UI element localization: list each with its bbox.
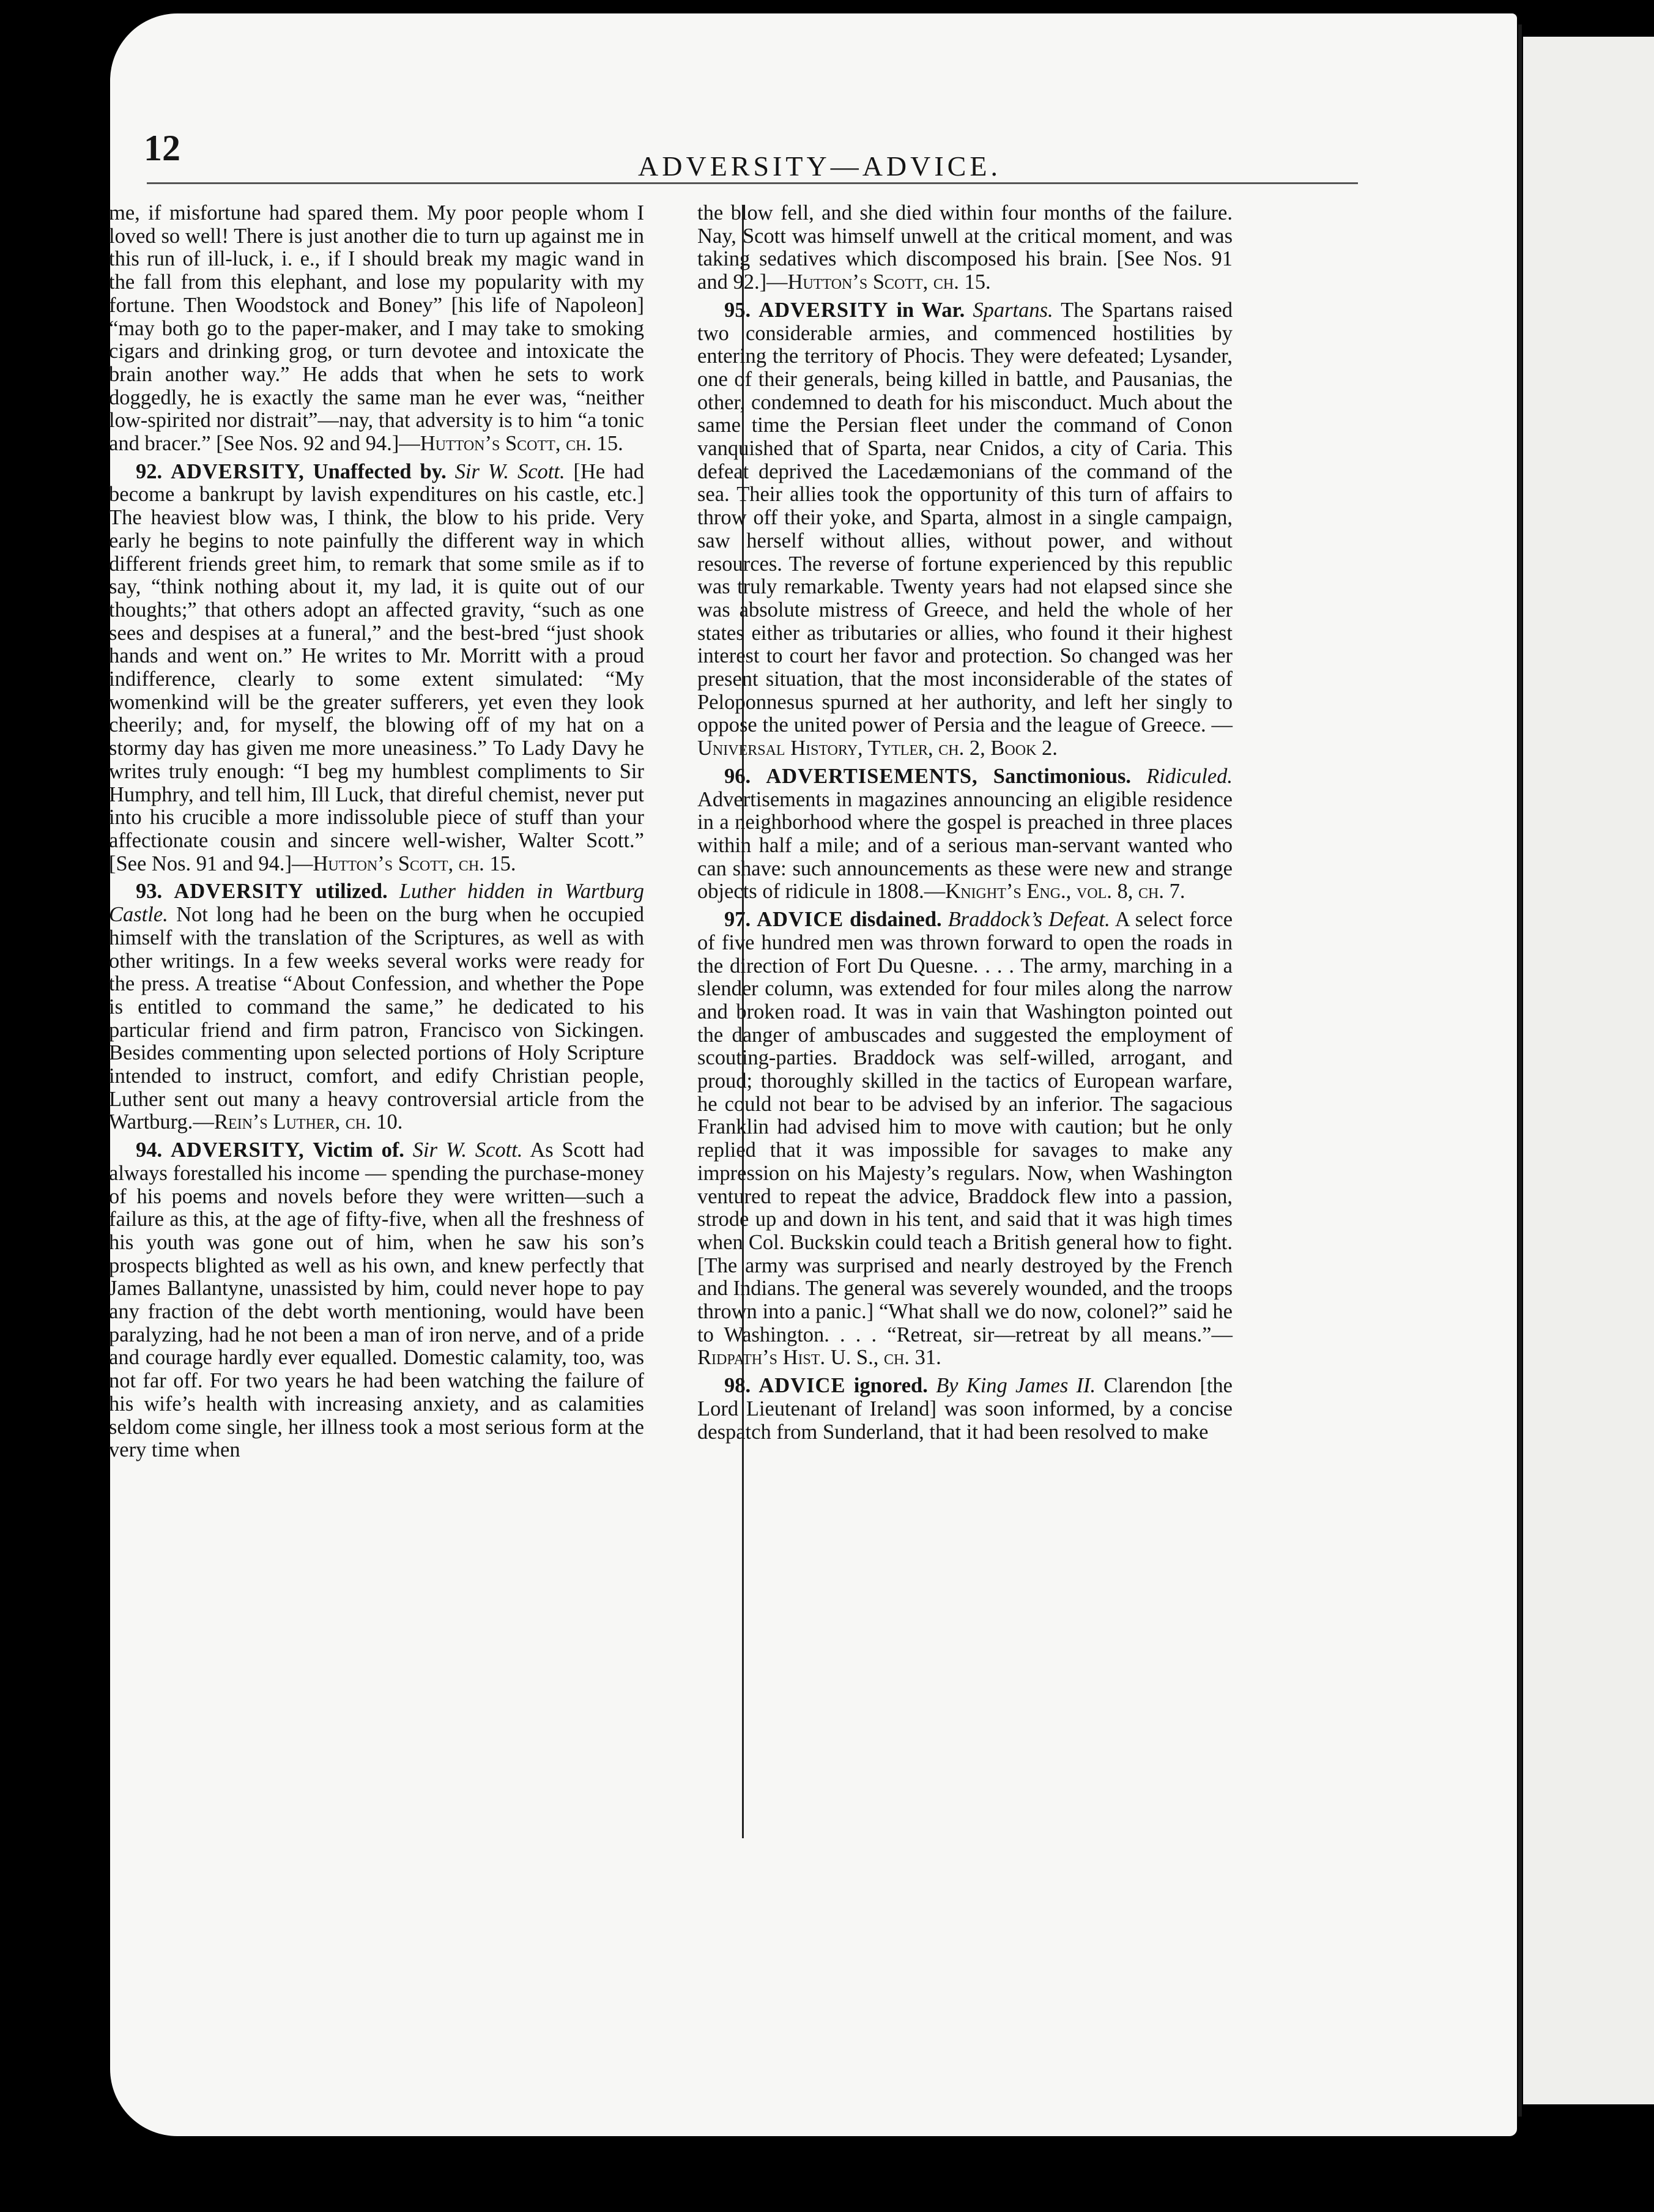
- entry-source: Rein’s Luther, ch. 10.: [213, 1110, 403, 1134]
- continuation-paragraph: [109, 202, 644, 456]
- entry-subject: Sir W. Scott.: [412, 1138, 523, 1162]
- entry-body: A select force of five hundred men was thrown forward to open the roads in the direction of Fort Du Quesne. . . . The army, marching in a slender column, was extended for four miles along the narrow and broken road. It was in vain that Washington pointed out the danger of ambuscades and suggested the employment of scouting-parties. Braddock was self-willed, arrogant, and proud; thoroughly skilled in the tactics of European warfare, he could not bear to be advised by an inferior. The sagacious Franklin had advised him to move with caution; but he only replied that it was impossible for savages to make any impression on his Majesty’s regulars. Now, when Washington ventured to repeat the advice, Braddock flew into a passion, strode up and down in his tent, and said that it was high times when Col. Buckskin could teach a British general how to fight. [The army was surprised and nearly destroyed by the French and Indians. The general was severely wounded, and the troops thrown into a panic.] “What shall we do now, colonel?” said he to Washington. . . . “Retreat, sir—retreat by all means.”—: [697, 908, 1233, 1346]
- entry-body: Advertisements in magazines announcing an eligible residence in a neighborhood where the gospel is preached in three places within half a mile; and of a serious man-servant wanted who can shave: such announcements as these were new and strange objects of ridicule in 1808.—: [697, 787, 1233, 904]
- entry-body: [He had become a bankrupt by lavish expenditures on his castle, etc.] The heaviest blow was, I think, the blow to his pride. Very early he begins to note painfully the different way in which different friends greet him, to remark that some smile as if to say, “think nothing about it, my lad, it is quite out of our thoughts;” that others adopt an affected gravity, “such as one sees and despises at a funeral,” and the best-bred “just shook hands and went on.” He writes to Mr. Morritt with a proud indifference, clearly to some extent simulated: “My womenkind will be the greater sufferers, yet even they look cheerily; and, for myself, the blowing off of my hat on a stormy day has given me more uneasiness.” To Lady Davy he writes truly enough: “I beg my humblest compliments to Sir Humphry, and tell him, Ill Luck, that direful chemist, never put into his crucible a more indissoluble piece of stuff than your affectionate cousin and sincere well-wisher, Walter Scott.” [See Nos. 91 and 94.]—: [109, 459, 644, 875]
- entry-keyword: ADVERSITY,: [170, 1138, 305, 1162]
- continuation-text: me, if misfortune had spared them. My poor people whom I loved so well! There is just another die to turn up against me in this run of ill-luck, i. e., if I should break my magic wand in the fall from this elephant, and lose my popularity with my fortune. Then Woodstock and Boney” [his life of Napoleon] “may both go to the paper-maker, and I may take to smoking cigars and drinking grog, or turn devotee and intoxicate the brain another way.” He adds that when he sets to work doggedly, he is exactly the same man he ever was, “neither low-spirited nor distrait”—nay, that adversity is to him “a tonic and bracer.” [See Nos. 92 and 94.]—: [109, 201, 644, 456]
- entry-source: Universal History, Tytler, ch. 2, Book 2.: [697, 737, 1058, 760]
- right-column: [697, 202, 1233, 1449]
- left-column: [109, 202, 644, 1467]
- entry-subheading: ignored.: [853, 1374, 928, 1398]
- entry-subheading: Unaffected by.: [313, 459, 447, 483]
- continuation-source: Hutton’s Scott, ch. 15.: [420, 432, 623, 456]
- entry-number: 97.: [724, 908, 751, 932]
- entry-number: 92.: [136, 459, 163, 483]
- entry-subject: Luther hidden in Wartburg Castle.: [109, 880, 644, 927]
- entry-93: [109, 880, 644, 1134]
- entry-92: [109, 461, 644, 876]
- entry-keyword: ADVICE: [758, 1374, 846, 1398]
- entry-body: As Scott had always forestalled his income — spending the purchase-money of his poems and novels before they were written—such a failure as this, at the age of fifty-five, when all the freshness of his youth was gone out of him, when he saw his son’s prospects blighted as well as his own, and knew perfectly that James Ballantyne, unassisted by him, could never hope to pay any fraction of the debt worth mentioning, would have been paralyzing, had he not been a man of iron nerve, and of a pride and courage hardly ever equalled. Domestic calamity, too, was not far off. For two years he had been watching the failure of his wife’s health with increasing anxiety, and as calamities seldom come single, her illness took a most serious form at the very time when: [109, 1138, 645, 1462]
- entry-number: 94.: [136, 1138, 163, 1162]
- entry-95: [697, 299, 1233, 760]
- entry-subject: Sir W. Scott.: [454, 459, 565, 483]
- entry-source: Ridpath’s Hist. U. S., ch. 31.: [697, 1346, 941, 1370]
- entry-subheading: Sanctimonious.: [993, 764, 1132, 788]
- page-edge-rule: [1518, 24, 1522, 2117]
- entry-source: Knight’s Eng., vol. 8, ch. 7.: [945, 880, 1185, 904]
- entry-keyword: ADVERSITY: [758, 298, 889, 322]
- entry-keyword: ADVERSITY,: [171, 459, 305, 483]
- continuation-text: the blow fell, and she died within four months of the failure. Nay, Scott was himself unwell at the critical moment, and was taking sedatives which discomposed his brain. [See Nos. 91 and 92.]—: [697, 201, 1233, 294]
- entry-keyword: ADVERTISEMENTS,: [766, 764, 978, 788]
- entry-subheading: Victim of.: [313, 1138, 404, 1162]
- entry-94: [109, 1139, 644, 1462]
- entry-subheading: utilized.: [315, 880, 388, 904]
- entry-keyword: ADVERSITY: [174, 880, 304, 904]
- entry-number: 93.: [136, 880, 163, 904]
- entry-subject: By King James II.: [936, 1374, 1096, 1398]
- entry-number: 95.: [724, 298, 751, 322]
- entry-keyword: ADVICE: [757, 908, 844, 932]
- entry-subject: Braddock’s Defeat.: [948, 908, 1110, 932]
- entry-body: The Spartans raised two considerable armies, and commenced hostilities by entering the territory of Phocis. They were defeated; Lysander, one of their generals, being killed in battle, and Pausanias, the other, condemned to death for his misconduct. Much about the same time the Persian fleet under the command of Conon vanquished that of Sparta, near Cnidos, a city of Caria. This defeat deprived the Lacedæmonians of the command of the sea. Their allies took the opportunity of this turn of affairs to throw off their yoke, and Sparta, almost in a single campaign, saw herself without allies, without power, and without resources. The reverse of fortune experienced by this republic was truly remarkable. Twenty years had not elapsed since she was absolute mistress of Greece, and held the whole of her states either as tributaries or allies, who found it their highest interest to court her favor and protection. So changed was her present situation, that the most inconsiderable of the states of Peloponnesus spurned at her authority, and left her singly to oppose the united power of Persia and the league of Greece. —: [697, 298, 1233, 737]
- facing-page-edge: [1523, 37, 1654, 2104]
- entry-subject: Ridiculed.: [1146, 764, 1233, 788]
- entry-subheading: in War.: [896, 298, 965, 322]
- entry-subject: Spartans.: [973, 298, 1053, 322]
- entry-number: 96.: [724, 764, 751, 788]
- entry-subheading: disdained.: [850, 908, 942, 932]
- entry-97: [697, 908, 1233, 1370]
- header-rule: [147, 182, 1358, 184]
- entry-98: [697, 1375, 1233, 1444]
- entry-source: Hutton’s Scott, ch. 15.: [313, 852, 516, 875]
- continuation-source: Hutton’s Scott, ch. 15.: [787, 270, 991, 294]
- continuation-paragraph: [697, 202, 1233, 294]
- entry-number: 98.: [724, 1374, 751, 1398]
- entry-body: Not long had he been on the burg when he occupied himself with the translation of the Scriptures, as well as with other writings. In a few weeks several works were ready for the press. A treatise “About Confession, and whether the Pope is entitled to command the same,” he dedicated to his particular friend and firm patron, Francisco von Sickingen. Besides commenting upon selected portions of Holy Scripture intended to instruct, comfort, and edify Christian people, Luther sent out many a heavy controversial article from the Wartburg.—: [109, 903, 644, 1134]
- entry-body: Clarendon [the Lord Lieutenant of Ireland] was soon informed, by a concise despatch from Sunderland, that it had been resolved to make: [697, 1374, 1233, 1444]
- entry-96: [697, 765, 1233, 904]
- running-head: ADVERSITY—ADVICE.: [638, 150, 1001, 182]
- page-number: 12: [144, 128, 180, 168]
